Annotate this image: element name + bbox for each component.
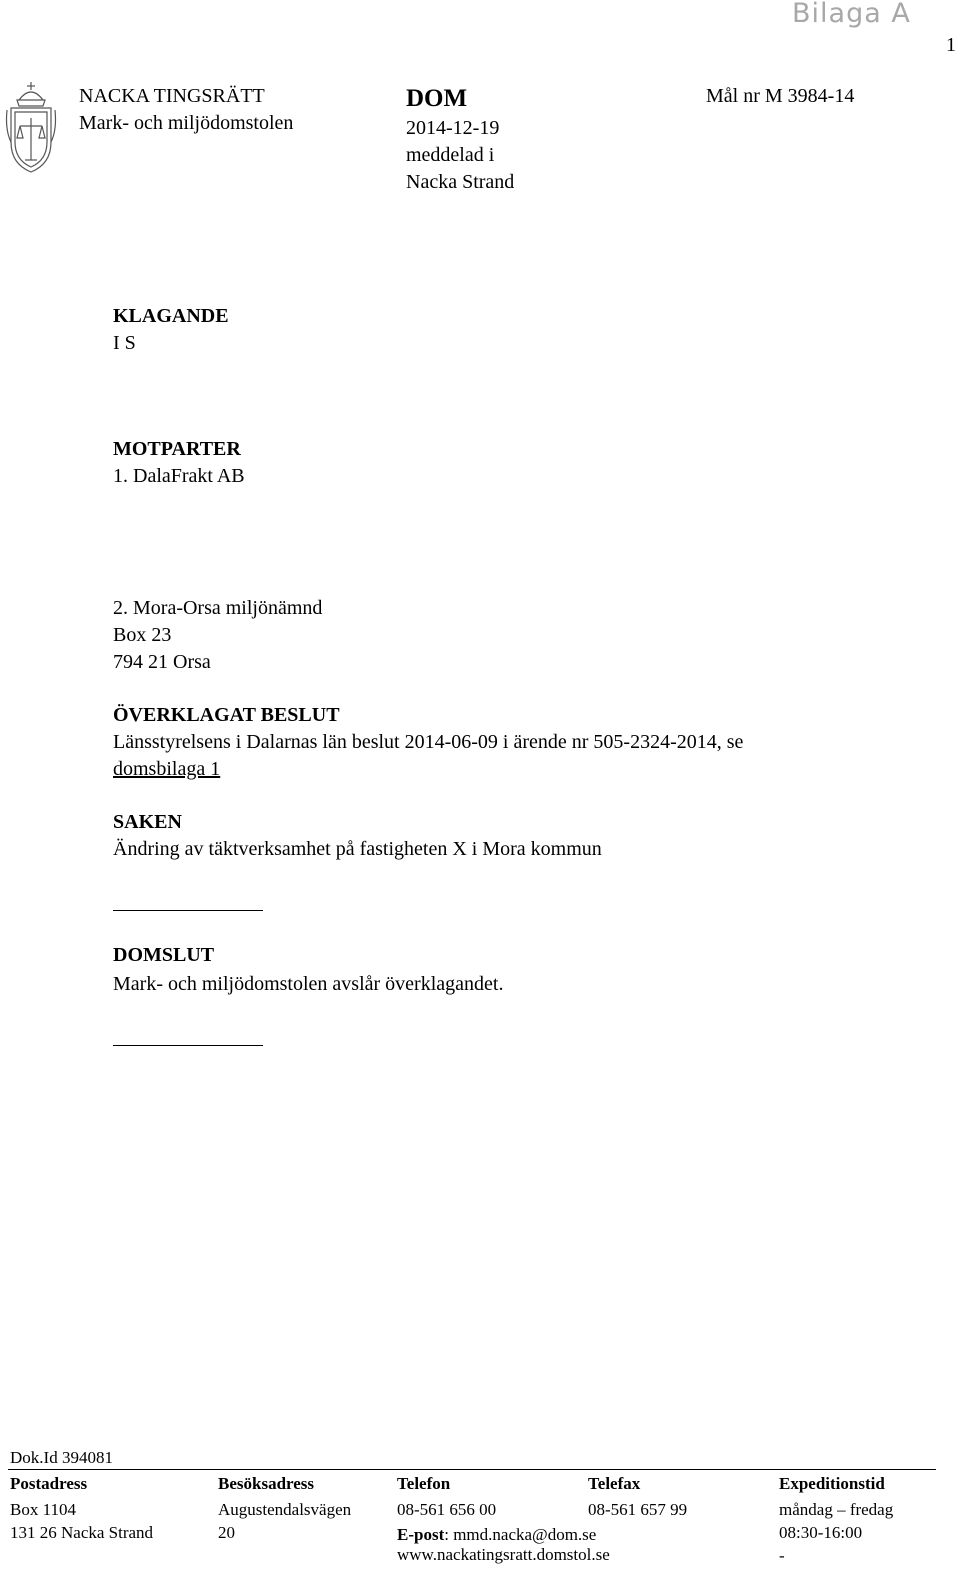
- page-number: 1: [946, 34, 956, 56]
- telefax-label: Telefax: [588, 1474, 641, 1493]
- telefon-number: 08-561 656 00: [397, 1500, 497, 1519]
- footer-telefax: [588, 1472, 687, 1521]
- overklagat-text: Länsstyrelsens i Dalarnas län beslut 2014-06-09 i ärende nr 505-2324-2014, se: [113, 731, 744, 753]
- email-label: E-post: [397, 1525, 445, 1544]
- besoksadress-label: Besöksadress: [218, 1474, 315, 1493]
- overklagat-heading: ÖVERKLAGAT BESLUT: [113, 704, 340, 726]
- motpart-2-box: Box 23: [113, 624, 172, 646]
- motparter-section: [113, 436, 245, 490]
- saken-heading: SAKEN: [113, 811, 182, 833]
- besoksadress-line1: Augustendalsvägen: [218, 1500, 352, 1519]
- expeditionstid-label: Expeditionstid: [779, 1474, 885, 1493]
- klagande-name: I S: [113, 332, 136, 354]
- postadress-line1: Box 1104: [10, 1500, 76, 1519]
- dom-place: Nacka Strand: [406, 171, 515, 193]
- overklagat-section: [113, 702, 743, 783]
- court-header: [79, 83, 293, 137]
- dom-date: 2014-12-19: [406, 117, 500, 139]
- email-address[interactable]: : mmd.nacka@dom.se: [444, 1525, 597, 1544]
- telefax-number: 08-561 657 99: [588, 1500, 688, 1519]
- klagande-heading: KLAGANDE: [113, 305, 229, 327]
- telefon-label: Telefon: [397, 1474, 451, 1493]
- footer-besoksadress: [218, 1472, 351, 1544]
- divider-line: [113, 910, 263, 911]
- domslut-text: Mark- och miljödomstolen avslår överklagandet.: [113, 973, 504, 995]
- dom-block: [406, 82, 514, 196]
- expeditionstid-days: måndag – fredag: [779, 1500, 894, 1519]
- expeditionstid-hours: 08:30-16:00: [779, 1523, 863, 1542]
- motparter-heading: MOTPARTER: [113, 438, 241, 460]
- postadress-line2: 131 26 Nacka Strand: [10, 1523, 154, 1542]
- court-seal-icon: [5, 80, 57, 174]
- court-division: Mark- och miljödomstolen: [79, 112, 294, 134]
- saken-text: Ändring av täktverksamhet på fastigheten X i Mora kommun: [113, 838, 602, 860]
- motpart-1: 1. DalaFrakt AB: [113, 465, 245, 487]
- motpart-2-city: 794 21 Orsa: [113, 651, 211, 673]
- footer-divider: [8, 1469, 936, 1470]
- motpart-2: [113, 595, 322, 676]
- klagande-section: [113, 303, 229, 357]
- dom-title: DOM: [406, 85, 468, 112]
- domsbilaga-link[interactable]: domsbilaga 1: [113, 758, 221, 780]
- saken-section: [113, 809, 602, 863]
- domslut-section: [113, 942, 503, 998]
- dom-meddelad: meddelad i: [406, 144, 495, 166]
- website-link[interactable]: www.nackatingsratt.domstol.se: [397, 1545, 610, 1564]
- divider-line: [113, 1045, 263, 1046]
- footer-expeditionstid: [779, 1472, 893, 1567]
- domslut-heading: DOMSLUT: [113, 944, 215, 966]
- case-number: Mål nr M 3984-14: [706, 85, 855, 107]
- postadress-label: Postadress: [10, 1474, 88, 1493]
- dok-id: Dok.Id 394081: [10, 1448, 113, 1467]
- bilaga-label: Bilaga A: [792, 0, 911, 29]
- footer-telefon: [397, 1472, 610, 1566]
- besoksadress-line2: 20: [218, 1523, 235, 1542]
- footer-postadress: [10, 1472, 153, 1544]
- expeditionstid-dash: -: [779, 1546, 785, 1565]
- motpart-2-name: 2. Mora-Orsa miljönämnd: [113, 597, 323, 619]
- court-name: NACKA TINGSRÄTT: [79, 85, 265, 107]
